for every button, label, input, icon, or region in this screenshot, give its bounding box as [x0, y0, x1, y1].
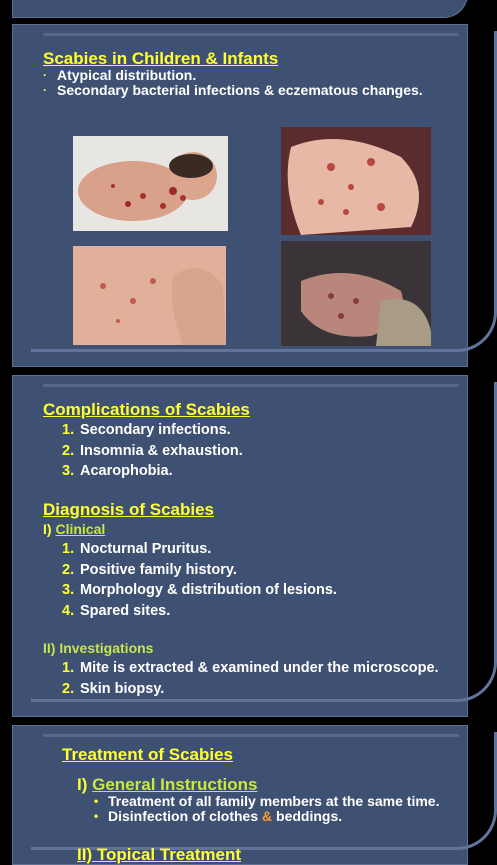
- list-item: 1. Mite is extracted & examined under the microscope.: [62, 660, 439, 676]
- slide-scabies-children: [12, 24, 468, 367]
- list-item: 3. Acarophobia.: [62, 463, 173, 479]
- list-item: 4. Spared sites.: [62, 602, 171, 619]
- list-item: • Treatment of all family members at the same time.: [94, 793, 440, 809]
- complications-list: [43, 420, 243, 482]
- complications-title: Complications of Scabies: [43, 400, 250, 419]
- diagnosis-title: Diagnosis of Scabies: [43, 500, 214, 519]
- clinical-list: [43, 539, 337, 621]
- list-item: 2. Positive family history.: [62, 561, 237, 578]
- clinical-heading: I) Clinical: [43, 521, 106, 537]
- treatment-title: Treatment of Scabies: [62, 745, 234, 764]
- list-item: 2. Skin biopsy.: [62, 680, 165, 697]
- slide-treatment: [12, 725, 468, 865]
- list-item: · Secondary bacterial infections & eczematous changes.: [43, 82, 423, 98]
- general-instructions-heading: I) General Instructions: [77, 775, 258, 794]
- investigations-list: [43, 658, 439, 699]
- general-instructions-list: [94, 794, 439, 824]
- previous-slide-edge: [12, 0, 468, 18]
- infant-trunk-photo: [73, 246, 226, 345]
- list-item: · Atypical distribution.: [43, 67, 197, 83]
- topical-treatment-heading: II) Topical Treatment: [77, 845, 242, 864]
- bullet-list: [43, 68, 423, 98]
- list-item: 2. Insomnia & exhaustion.: [62, 442, 243, 459]
- list-item: • Disinfection of clothes & beddings.: [94, 808, 343, 824]
- hand-lesions-photo: [281, 241, 431, 346]
- foot-lesions-photo: [281, 127, 431, 235]
- investigations-heading: II) Investigations: [43, 640, 154, 656]
- list-item: 1. Secondary infections.: [62, 422, 231, 438]
- slide-complications-diagnosis: [12, 375, 468, 717]
- slide-title: Scabies in Children & Infants: [43, 49, 279, 68]
- list-item: 3. Morphology & distribution of lesions.: [62, 582, 337, 598]
- infant-rash-photo: [73, 136, 228, 231]
- list-item: 1. Nocturnal Pruritus.: [62, 541, 212, 557]
